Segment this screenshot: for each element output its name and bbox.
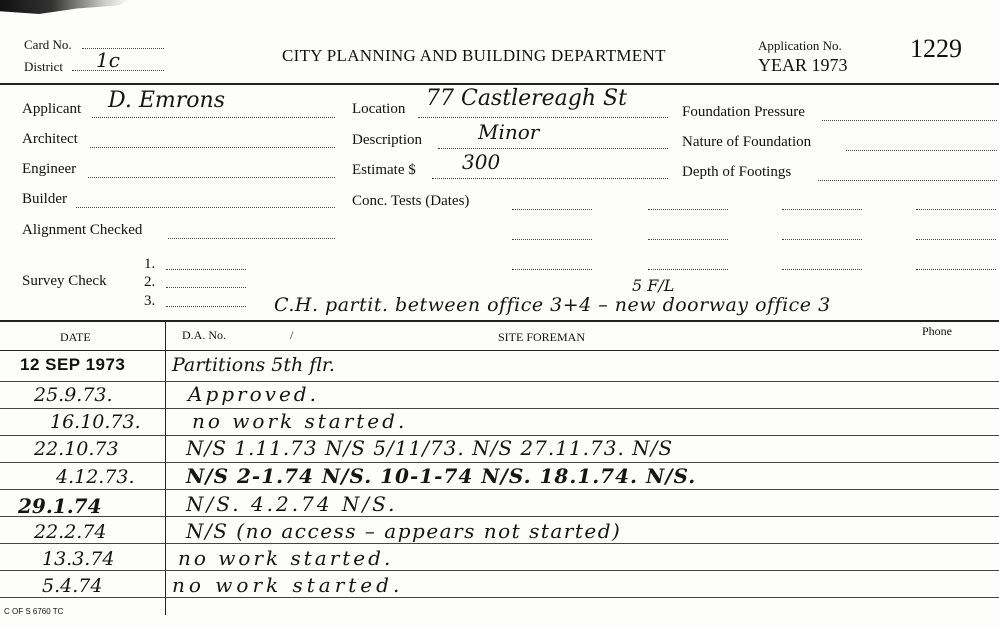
conc-tests-label: Conc. Tests (Dates) bbox=[352, 193, 470, 209]
conc-test-field-b3 bbox=[648, 269, 728, 270]
conc-test-field-d1 bbox=[916, 209, 996, 210]
conc-test-field-a2 bbox=[512, 239, 592, 240]
date-stamp: 12 SEP 1973 bbox=[20, 355, 126, 374]
entry-date: 13.3.74 bbox=[42, 548, 115, 570]
survey-item-3: 3. bbox=[144, 293, 156, 309]
alignment-field bbox=[168, 238, 335, 239]
depth-footings-label: Depth of Footings bbox=[682, 164, 792, 180]
department-title: CITY PLANNING AND BUILDING DEPARTMENT bbox=[282, 46, 666, 65]
applicant-field bbox=[92, 117, 335, 118]
row-rule bbox=[0, 597, 999, 598]
application-no-label: Application No. bbox=[758, 38, 842, 53]
entry-text: N/S. 4.2.74 N/S. bbox=[186, 492, 398, 516]
row-rule bbox=[0, 408, 999, 409]
survey-field-1 bbox=[166, 269, 246, 270]
table-header-rule bbox=[0, 350, 999, 351]
conc-test-field-a1 bbox=[512, 209, 592, 210]
entry-text: no work started. bbox=[192, 409, 408, 433]
entry-date: 22.2.74 bbox=[34, 521, 107, 543]
ink-smudge bbox=[0, 0, 130, 14]
entry-date: 22.10.73 bbox=[34, 438, 119, 460]
card-no-label: Card No. bbox=[24, 37, 72, 52]
entry-text: Partitions 5th flr. bbox=[172, 354, 335, 376]
location-field bbox=[418, 117, 668, 118]
col-da-header: D.A. No. bbox=[182, 328, 226, 342]
conc-test-field-c2 bbox=[782, 239, 862, 240]
estimate-field bbox=[432, 178, 668, 179]
table-top-rule bbox=[0, 320, 999, 322]
note-line: C.H. partit. between office 3+4 – new doorway office 3 bbox=[274, 294, 831, 316]
survey-item-1: 1. bbox=[144, 256, 156, 272]
engineer-label: Engineer bbox=[22, 161, 77, 177]
architect-field bbox=[90, 147, 335, 148]
card-no-field bbox=[82, 48, 164, 49]
conc-test-field-c3 bbox=[782, 269, 862, 270]
row-rule bbox=[0, 489, 999, 490]
survey-field-3 bbox=[166, 306, 246, 307]
entry-date: 25.9.73. bbox=[34, 384, 113, 406]
conc-test-field-b1 bbox=[648, 209, 728, 210]
year-label: YEAR 1973 bbox=[758, 55, 848, 75]
entry-text: Approved. bbox=[188, 382, 319, 406]
col-date-header: DATE bbox=[60, 330, 91, 344]
entry-text: N/S 2-1.74 N/S. 10-1-74 N/S. 18.1.74. N/S. bbox=[186, 464, 697, 488]
row-rule bbox=[0, 570, 999, 571]
entry-text: no work started. bbox=[172, 573, 404, 597]
row-rule bbox=[0, 381, 999, 382]
form-code: C OF S 6760 TC bbox=[4, 607, 64, 616]
nature-foundation-field bbox=[846, 150, 997, 151]
row-rule bbox=[0, 543, 999, 544]
foundation-pressure-label: Foundation Pressure bbox=[682, 104, 805, 120]
entry-text: N/S (no access – appears not started) bbox=[186, 519, 622, 543]
description-value: Minor bbox=[478, 120, 540, 144]
district-label: District bbox=[24, 59, 63, 74]
depth-footings-field bbox=[818, 180, 997, 181]
col-foreman-header: SITE FOREMAN bbox=[498, 330, 586, 344]
estimate-label: Estimate $ bbox=[352, 162, 416, 178]
conc-test-field-c1 bbox=[782, 209, 862, 210]
conc-test-field-a3 bbox=[512, 269, 592, 270]
header-rule bbox=[0, 83, 999, 85]
description-label: Description bbox=[352, 132, 422, 148]
entry-date: 16.10.73. bbox=[50, 411, 141, 433]
application-number: 1229 bbox=[910, 34, 962, 63]
location-value: 77 Castlereagh St bbox=[426, 86, 627, 111]
location-label: Location bbox=[352, 101, 406, 117]
conc-test-field-b2 bbox=[648, 239, 728, 240]
note-floor: 5 F/L bbox=[632, 276, 675, 295]
col-phone-header: Phone bbox=[922, 324, 952, 338]
conc-test-field-d2 bbox=[916, 239, 996, 240]
row-rule bbox=[0, 516, 999, 517]
district-value: 1c bbox=[96, 48, 120, 72]
builder-field bbox=[76, 207, 335, 208]
row-rule bbox=[0, 462, 999, 463]
survey-item-2: 2. bbox=[144, 274, 156, 290]
architect-label: Architect bbox=[22, 131, 78, 147]
description-field bbox=[438, 148, 668, 149]
entry-date: 4.12.73. bbox=[56, 466, 135, 488]
entry-text: N/S 1.11.73 N/S 5/11/73. N/S 27.11.73. N/S bbox=[186, 436, 674, 460]
conc-test-field-d3 bbox=[916, 269, 996, 270]
foundation-pressure-field bbox=[822, 120, 997, 121]
entry-text: no work started. bbox=[178, 546, 394, 570]
applicant-label: Applicant bbox=[22, 101, 82, 117]
builder-label: Builder bbox=[22, 191, 67, 207]
survey-check-label: Survey Check bbox=[22, 273, 107, 289]
estimate-value: 300 bbox=[462, 150, 501, 174]
nature-foundation-label: Nature of Foundation bbox=[682, 134, 812, 150]
entry-date: 5.4.74 bbox=[42, 575, 103, 597]
survey-field-2 bbox=[166, 287, 246, 288]
entry-date: 29.1.74 bbox=[18, 494, 102, 518]
col-slash-header: / bbox=[290, 328, 294, 342]
engineer-field bbox=[88, 177, 335, 178]
applicant-value: D. Emrons bbox=[108, 88, 225, 113]
alignment-label: Alignment Checked bbox=[22, 222, 143, 238]
